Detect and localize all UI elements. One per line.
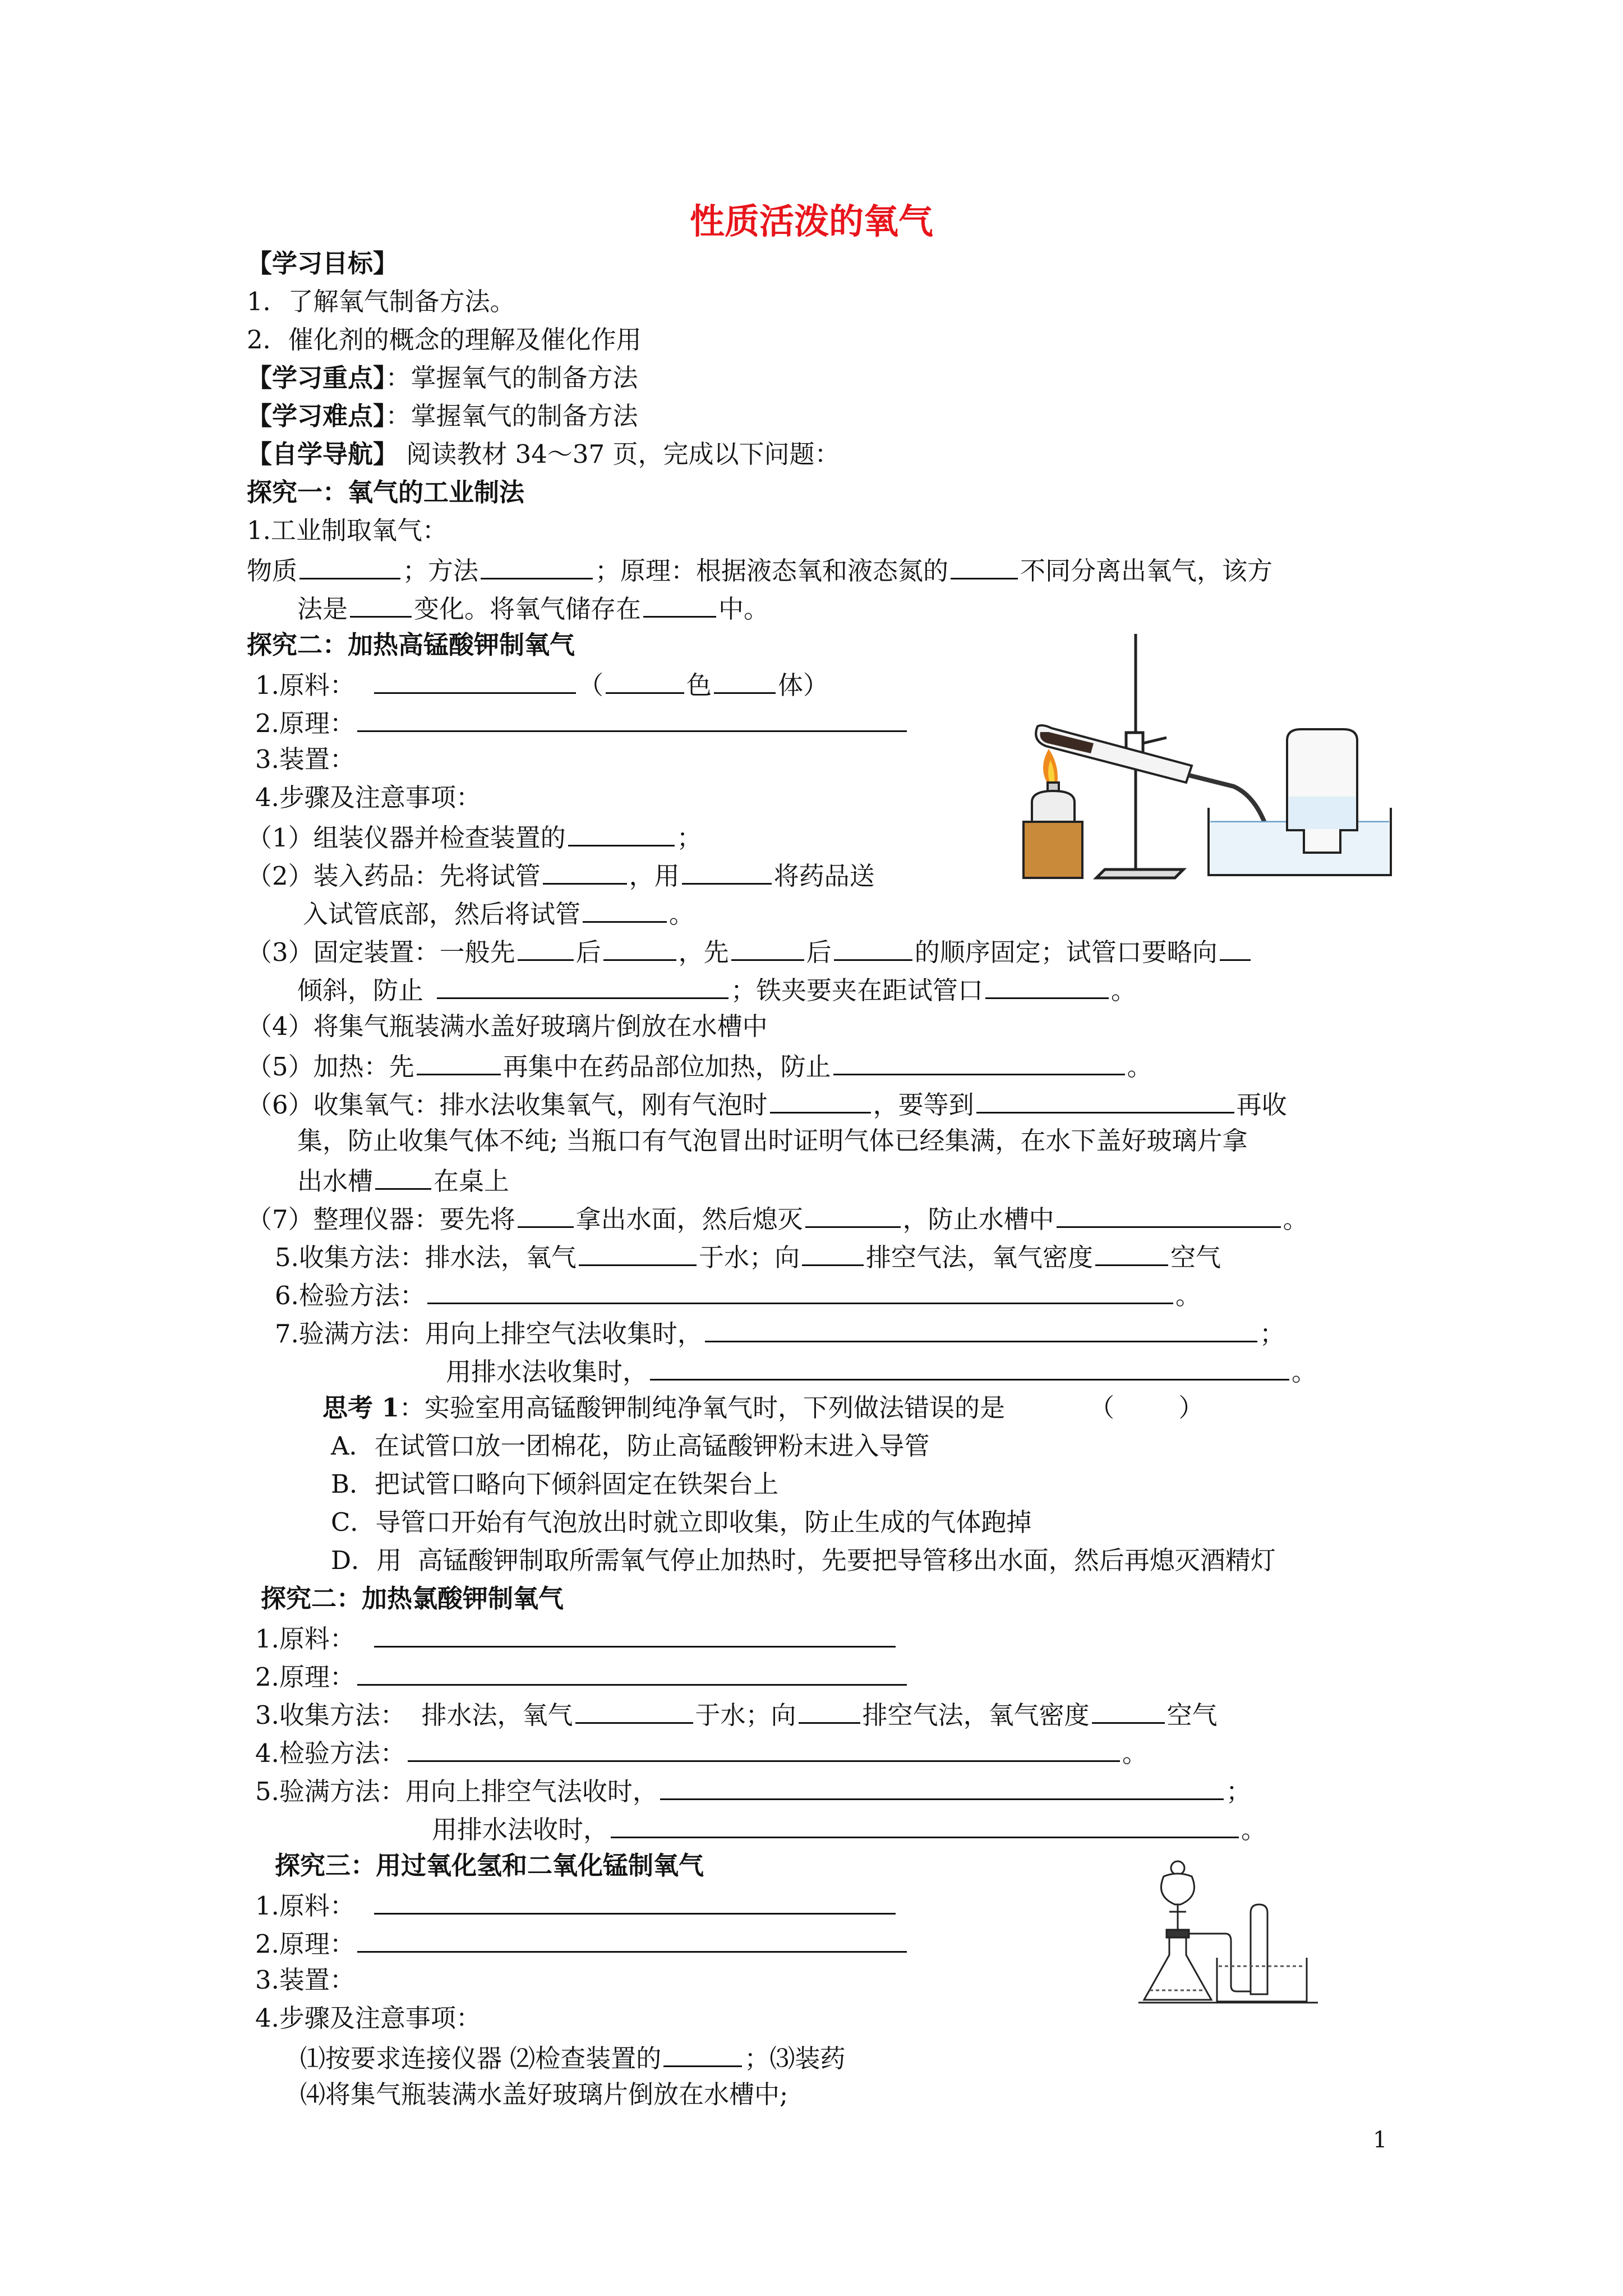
blank <box>606 666 684 694</box>
kmno4-step-6: （6）收集氧气：排水法收集氧气，刚有气泡时 ，要等到 再收 <box>247 1086 1287 1120</box>
option-a: A．在试管口放一团棉花，防止高锰酸钾粉末进入导管 <box>331 1431 930 1461</box>
blank <box>518 1200 574 1228</box>
blank <box>374 1887 896 1915</box>
blank <box>770 1086 871 1114</box>
kmno4-step-5: （5）加热：先 再集中在药品部位加热，防止 。 <box>247 1048 1152 1082</box>
kmno4-steps-heading: 4.步骤及注意事项： <box>255 783 481 812</box>
blank <box>731 933 804 961</box>
blank <box>374 666 576 694</box>
kclo3-full-check-1: 5.验满方法：用向上排空气法收时， ； <box>255 1773 1251 1806</box>
kclo3-raw-material: 1.原料： <box>255 1620 898 1654</box>
blank <box>518 933 574 961</box>
kmno4-full-check-1: 7.验满方法：用向上排空气法收集时， ； <box>275 1315 1285 1349</box>
blank <box>374 1620 896 1648</box>
key-point-line <box>247 361 638 395</box>
blank <box>714 666 776 694</box>
kmno4-raw-material: 1.原料： （ 色 体） <box>255 666 828 700</box>
blank <box>583 895 667 923</box>
explore-1-item-1: 1.工业制取氧气： <box>247 516 448 545</box>
key-point-text: ：掌握氧气的制备方法 <box>385 363 638 393</box>
gas-jar-icon <box>1251 1904 1267 1994</box>
blank <box>579 1239 697 1266</box>
blank <box>660 1773 1224 1800</box>
kmno4-full-check-2: 用排水法收集时， 。 <box>446 1353 1317 1387</box>
blank <box>951 552 1018 579</box>
alcohol-lamp-icon <box>1032 783 1075 822</box>
key-point-label: 【学习重点】 <box>247 363 386 393</box>
blank <box>833 1048 1125 1075</box>
kmno4-step-3: （3）固定装置：一般先 后 ，先 后 的顺序固定；试管口要略向 <box>247 933 1253 967</box>
kclo3-principle: 2.原理： <box>255 1658 909 1692</box>
blank <box>375 1162 431 1190</box>
kmno4-step-2-cont: 入试管底部，然后将试管 。 <box>303 895 694 929</box>
blank <box>976 1086 1234 1114</box>
blank <box>802 1239 864 1266</box>
blank <box>357 1658 907 1686</box>
h2o2-apparatus: 3.装置： <box>255 1965 355 1995</box>
h2o2-step-4: ⑷将集气瓶装满水盖好玻璃片倒放在水槽中; <box>300 2079 789 2109</box>
h2o2-steps-heading: 4.步骤及注意事项： <box>255 2003 481 2033</box>
wooden-block-icon <box>1023 822 1082 878</box>
kmno4-apparatus-figure <box>998 628 1413 886</box>
test-tube-icon <box>1036 725 1192 783</box>
difficulty-line <box>247 399 638 433</box>
kmno4-collection: 5.收集方法：排水法，氧气 于水；向 排空气法，氧气密度 空气 <box>275 1239 1221 1272</box>
blank <box>1092 1696 1165 1724</box>
self-study-label: 【自学导航】 <box>247 439 399 469</box>
blank <box>805 1200 901 1228</box>
conical-flask-icon <box>1144 1930 1211 2000</box>
difficulty-label: 【学习难点】 <box>247 401 386 431</box>
option-d: D．用 高锰酸钾制取所需氧气停止加热时，先要把导管移出水面，然后再熄灭酒精灯 <box>331 1545 1276 1575</box>
blank <box>985 972 1109 999</box>
page-title: 性质活泼的氧气 <box>689 201 933 242</box>
page-number: 1 <box>1373 2127 1387 2153</box>
kmno4-step-2: （2）装入药品：先将试管 ，用 将药品送 <box>247 857 875 891</box>
blank <box>611 1811 1239 1838</box>
section-heading-kclo3: 探究二：加热氯酸钾制氧气 <box>261 1584 564 1613</box>
self-study-text: 阅读教材 34～37 页，完成以下问题： <box>398 439 840 469</box>
blank <box>408 1734 1120 1762</box>
blank <box>437 972 728 999</box>
section-heading-explore-1: 探究一：氧气的工业制法 <box>247 477 525 507</box>
kmno4-apparatus: 3.装置： <box>255 744 355 774</box>
blank <box>357 1925 907 1953</box>
kclo3-test: 4.检验方法： 。 <box>255 1734 1147 1768</box>
blank <box>834 933 912 961</box>
section-heading-explore-2: 探究二：加热高锰酸钾制氧气 <box>247 630 575 660</box>
blank <box>1095 1239 1168 1266</box>
explore-1-line-method: 法是 变化。将氧气储存在 中。 <box>297 590 769 624</box>
blank <box>603 933 676 961</box>
thinking-question: 思考 1：实验室用高锰酸钾制纯净氧气时，下列做法错误的是 （ ） <box>322 1393 1204 1423</box>
blank <box>799 1696 860 1724</box>
explore-1-line-substance: 物质 ；方法 ；原理：根据液态氧和液态氮的 不同分离出氧气，该方 <box>247 552 1272 586</box>
blank <box>427 1277 1173 1304</box>
kmno4-step-3-cont: 倾斜，防止 ；铁夹要夹在距试管口 。 <box>297 972 1136 1005</box>
section-heading-explore-3: 探究三：用过氧化氢和二氧化锰制氧气 <box>275 1851 704 1880</box>
kmno4-step-6-cont-2: 出水槽 在桌上 <box>297 1162 509 1196</box>
objective-1: 1．了解氧气制备方法。 <box>247 287 515 316</box>
blank <box>575 1696 693 1724</box>
kclo3-full-check-2: 用排水法收时， 。 <box>432 1811 1266 1844</box>
blank <box>1220 933 1251 961</box>
option-c: C．导管口开始有气泡放出时就立即收集，防止生成的气体跑掉 <box>331 1507 1032 1537</box>
kmno4-principle: 2.原理： <box>255 705 909 738</box>
blank <box>643 590 716 618</box>
blank <box>543 857 627 885</box>
kmno4-step-6-cont: 集，防止收集气体不纯; 当瓶口有气泡冒出时证明气体已经集满，在水下盖好玻璃片拿 <box>297 1126 1248 1156</box>
blank <box>568 819 675 846</box>
blank <box>1057 1200 1281 1228</box>
blank <box>299 552 400 579</box>
kmno4-step-7: （7）整理仪器：要先将 拿出水面，然后熄灭 ，防止水槽中 。 <box>247 1200 1308 1234</box>
objective-2: 2．催化剂的概念的理解及催化作用 <box>247 325 642 355</box>
blank <box>650 1353 1289 1381</box>
h2o2-principle: 2.原理： <box>255 1925 909 1959</box>
option-b: B．把试管口略向下倾斜固定在铁架台上 <box>331 1469 779 1499</box>
self-study-line <box>247 438 840 471</box>
flame-icon <box>1043 749 1058 785</box>
kmno4-step-4: （4）将集气瓶装满水盖好玻璃片倒放在水槽中 <box>247 1011 768 1041</box>
blank <box>350 590 412 618</box>
blank <box>481 552 593 579</box>
kclo3-collection: 3.收集方法： 排水法，氧气 于水；向 排空气法，氧气密度 空气 <box>255 1696 1218 1730</box>
blank <box>417 1048 501 1075</box>
h2o2-raw-material: 1.原料： <box>255 1887 898 1921</box>
blank <box>705 1315 1257 1342</box>
kmno4-test: 6.检验方法： 。 <box>275 1277 1201 1310</box>
blank <box>357 705 907 732</box>
blank <box>663 2040 742 2067</box>
section-heading-objectives: 【学习目标】 <box>247 249 399 278</box>
h2o2-step-1-3: ⑴按要求连接仪器 ⑵检查装置的 ；⑶装药 <box>300 2040 845 2073</box>
difficulty-text: ：掌握氧气的制备方法 <box>385 401 638 431</box>
kmno4-step-1: （1）组装仪器并检查装置的 ； <box>247 819 702 853</box>
blank <box>682 857 772 885</box>
h2o2-apparatus-figure <box>1138 1851 1324 2014</box>
